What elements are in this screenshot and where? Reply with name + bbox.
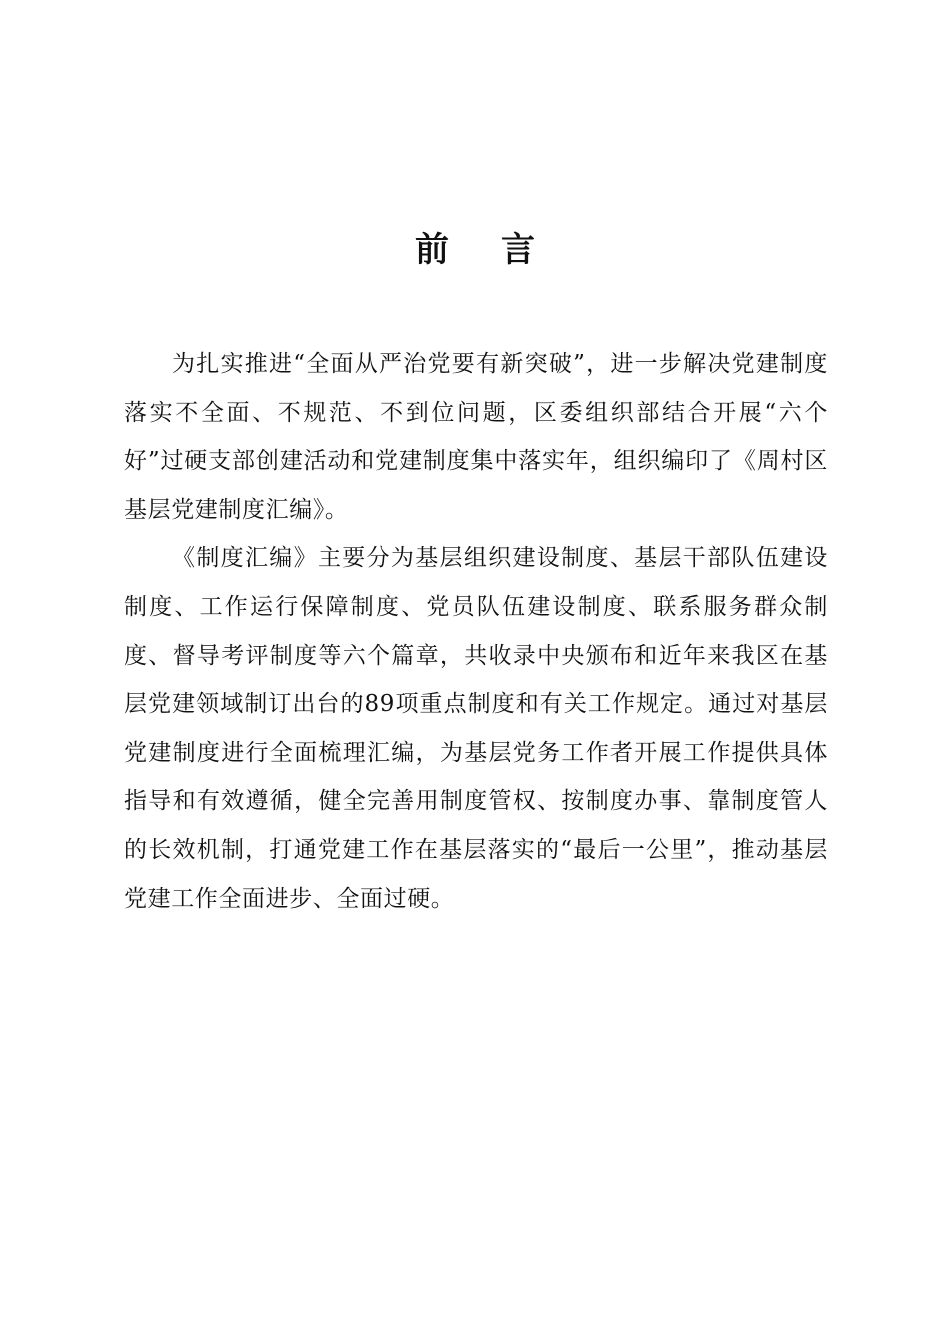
paragraph-1: 为扎实推进“全面从严治党要有新突破”，进一步解决党建制度落实不全面、不规范、不到位问题，区委组织部结合开展“六个好”过硬支部创建活动和党建制度集中落实年，组织编印了《周村区基层党建制度汇编》。: [124, 351, 828, 523]
paragraph-2: 《制度汇编》主要分为基层组织建设制度、基层干部队伍建设制度、工作运行保障制度、党员队伍建设制度、联系服务群众制度、督导考评制度等六个篇章，共收录中央颁布和近年来我区在基层党建领域制订出台的89项重点制度和有关工作规定。通过对基层党建制度进行全面梳理汇编，为基层党务工作者开展工作提供具体指导和有效遵循，健全完善用制度管权、按制度办事、靠制度管人的长效机制，打通党建工作在基层落实的“最后一公里”，推动基层党建工作全面进步、全面过硬。: [124, 545, 828, 912]
page-title: 前言: [415, 230, 587, 270]
preface-body: [124, 340, 828, 923]
